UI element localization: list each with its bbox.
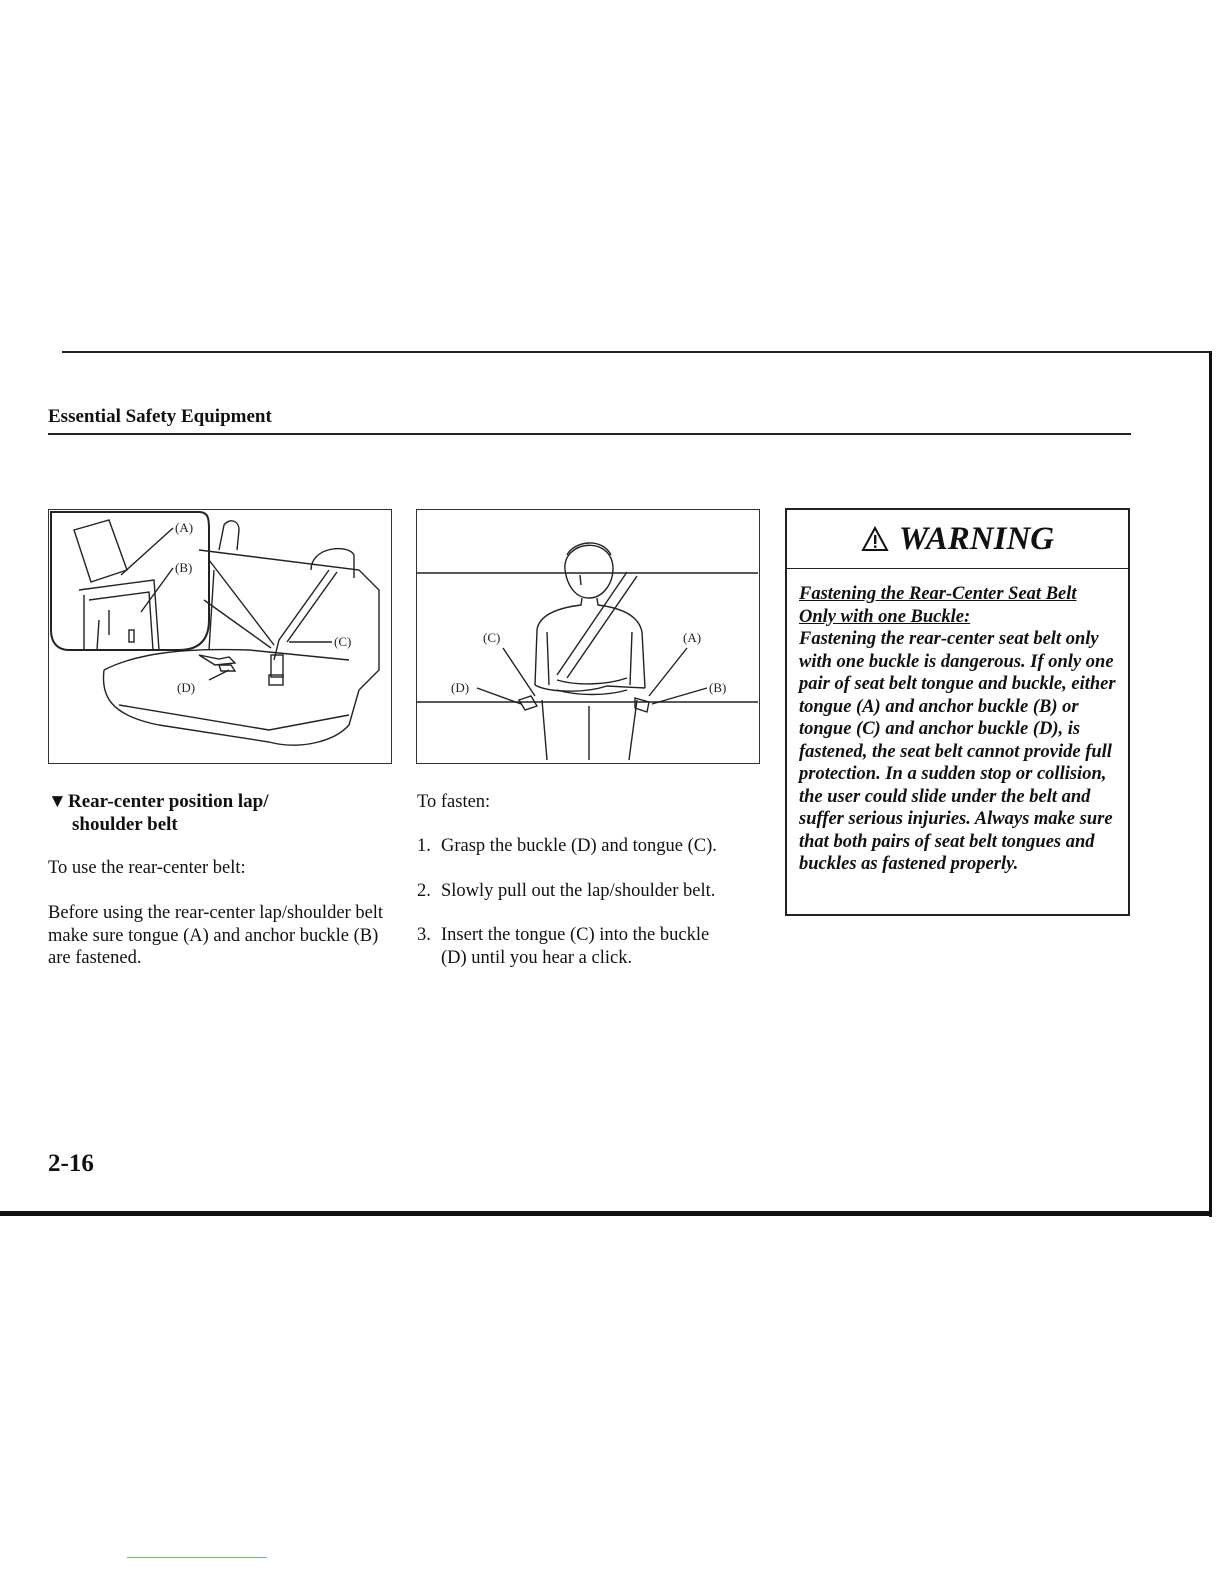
step-text-line2: (D) until you hear a click. [441,947,633,968]
step-text-line1: Insert the tongue (C) into the buckle [441,925,710,945]
step-number: 1. [417,836,431,856]
passenger-illustration [417,510,758,762]
warning-subtitle-line2: Only with one Buckle: [799,606,971,627]
warning-title: WARNING [898,520,1055,557]
label-d: (D) [177,680,196,695]
top-rule [62,351,1212,353]
step-text: Slowly pull out the lap/shoulder belt. [441,881,716,901]
subsection-heading [48,790,368,836]
step-1 [417,835,757,858]
passenger-figure [416,509,760,764]
heading-line2: shoulder belt [72,814,178,835]
label-c: (C) [334,634,352,649]
intro-paragraph: To use the rear-center belt: [48,858,246,878]
label-a: (A) [683,630,702,645]
label-c: (C) [483,630,501,645]
right-rule [1209,351,1212,1217]
label-d: (D) [451,680,470,695]
title-underline [48,433,1131,435]
rear-seat-illustration [49,510,390,762]
page-number: 2-16 [48,1150,94,1177]
step-number: 3. [417,925,431,945]
warning-box [785,508,1130,916]
rear-seat-figure [48,509,392,764]
label-a: (A) [175,520,194,535]
fasten-intro: To fasten: [417,792,491,812]
warning-triangle-icon [861,526,889,552]
warning-subtitle-line1: Fastening the Rear-Center Seat Belt [799,584,1077,604]
label-b: (B) [175,560,193,575]
step-3 [417,924,757,969]
label-b: (B) [709,680,727,695]
warning-body: Fastening the rear-center seat belt only with one buckle is dangerous. If only one pair of seat belt tongue and buckle, either tongue (A) and anchor buckle (B) or tongue (C) and anchor buckle (D), is fastened, the seat belt cannot provide full protection. In a sudden stop or collision, the user could slide under the belt and suffer serious injuries. Always make sure that both pairs of seat belt tongues and buckles as fastened properly. [799,629,1116,874]
instruction-paragraph: Before using the rear-center lap/shoulder belt make sure tongue (A) and anchor buckle (B) are fastened. [48,903,384,968]
section-title: Essential Safety Equipment [48,406,272,427]
warning-text [799,583,1121,876]
heading-marker-icon: ▼ [48,791,67,812]
step-text: Grasp the buckle (D) and tongue (C). [441,836,717,856]
step-2 [417,880,757,903]
warning-header [787,510,1128,569]
bottom-rule [0,1211,1212,1216]
step-number: 2. [417,881,431,901]
heading-line1: Rear-center position lap/ [68,791,269,812]
scan-artifact-line [127,1557,267,1558]
